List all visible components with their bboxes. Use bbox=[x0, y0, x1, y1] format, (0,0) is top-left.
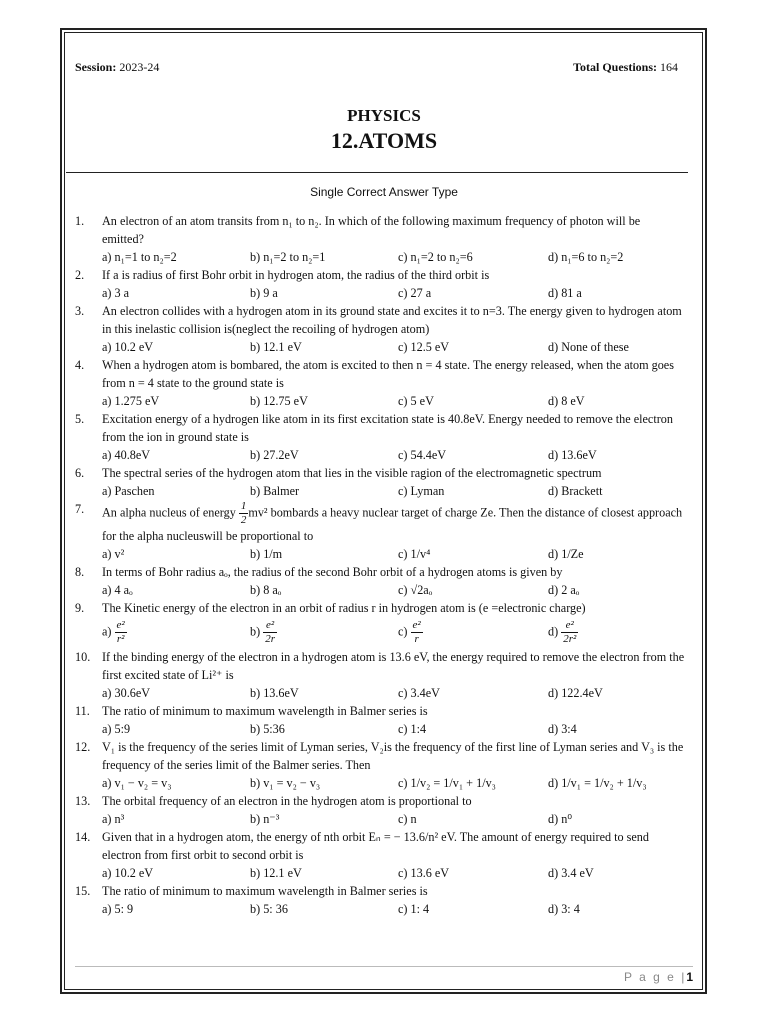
option-c: c) n₁=2 to n₂=6 bbox=[398, 250, 473, 264]
question-item bbox=[75, 882, 685, 918]
option-fraction bbox=[561, 619, 578, 646]
option-b: b) n₁=2 to n₂=1 bbox=[250, 250, 326, 264]
question-item bbox=[75, 356, 685, 410]
option-c: c) √2aₒ bbox=[398, 583, 433, 597]
question-number: 13. bbox=[75, 794, 91, 808]
option-a bbox=[102, 619, 250, 646]
fraction-numerator: e² bbox=[263, 619, 277, 633]
option-prefix: b) bbox=[250, 624, 264, 639]
question-item bbox=[75, 792, 685, 828]
header-divider bbox=[66, 172, 688, 173]
question-text: If a is radius of first Bohr orbit in hydrogen atom, the radius of the third orbit is bbox=[102, 268, 490, 282]
question-number: 5. bbox=[75, 412, 85, 426]
option-a: a) n₁=1 to n₂=2 bbox=[102, 250, 177, 264]
total-questions-label: Total Questions: bbox=[573, 60, 657, 74]
option-c: c) 1/v⁴ bbox=[398, 547, 431, 561]
option-b: b) 5: 36 bbox=[250, 902, 288, 916]
option-b: b) v₁ = v₂ − v₃ bbox=[250, 776, 321, 790]
options-row bbox=[102, 810, 685, 828]
question-number: 12. bbox=[75, 740, 91, 754]
option-a: a) n³ bbox=[102, 812, 125, 826]
question-number: 7. bbox=[75, 502, 85, 516]
option-c: c) n bbox=[398, 812, 417, 826]
option-c: c) 3.4eV bbox=[398, 686, 440, 700]
option-b: b) 1/m bbox=[250, 547, 283, 561]
option-b: b) 8 aₒ bbox=[250, 583, 282, 597]
question-number: 10. bbox=[75, 650, 91, 664]
option-prefix: c) bbox=[398, 624, 411, 639]
option-prefix: a) bbox=[102, 624, 115, 639]
question-number: 6. bbox=[75, 466, 85, 480]
fraction-numerator: e² bbox=[561, 619, 578, 633]
question-item bbox=[75, 464, 685, 500]
energy-fraction bbox=[239, 500, 249, 527]
question-number: 2. bbox=[75, 268, 85, 282]
option-d: d) n⁰ bbox=[548, 812, 573, 826]
options-row bbox=[102, 864, 685, 882]
option-d: d) None of these bbox=[548, 340, 629, 354]
option-d: d) 1/Ze bbox=[548, 547, 584, 561]
option-a: a) v² bbox=[102, 547, 125, 561]
question-number: 3. bbox=[75, 304, 85, 318]
option-c: c) 1/v₂ = 1/v₁ + 1/v₃ bbox=[398, 776, 496, 790]
option-c: c) 13.6 eV bbox=[398, 866, 450, 880]
question-text: The orbital frequency of an electron in the hydrogen atom is proportional to bbox=[102, 794, 472, 808]
option-d: d) 122.4eV bbox=[548, 686, 603, 700]
footer-divider bbox=[75, 966, 693, 967]
question-number: 15. bbox=[75, 884, 91, 898]
question-number: 1. bbox=[75, 214, 85, 228]
options-row bbox=[102, 581, 685, 599]
options-row bbox=[102, 284, 685, 302]
fraction-denominator: 2r² bbox=[563, 633, 577, 645]
option-d: d) 3.4 eV bbox=[548, 866, 594, 880]
question-item bbox=[75, 702, 685, 738]
option-a: a) 3 a bbox=[102, 286, 130, 300]
option-d: d) 2 aₒ bbox=[548, 583, 580, 597]
option-a: a) 1.275 eV bbox=[102, 394, 160, 408]
session-value: 2023-24 bbox=[116, 60, 160, 74]
session-label: Session: bbox=[75, 60, 117, 74]
option-d: d) 3: 4 bbox=[548, 902, 580, 916]
page-label: P a g e | bbox=[624, 970, 687, 984]
question-text: The Kinetic energy of the electron in an orbit of radius r in hydrogen atom is (e =electronic charge) bbox=[102, 601, 586, 615]
question-text: An electron collides with a hydrogen atom in its ground state and excites it to n=3. The energy given to hydrogen atom in this inelastic collision is(neglect the recoiling of hydrogen atom) bbox=[102, 304, 682, 336]
options-row bbox=[102, 338, 685, 356]
question-text-post: mv² bombards a heavy nuclear target of charge Ze. Then the distance of closest approach for the alpha nucleuswill be proportional to bbox=[102, 505, 683, 543]
question-text: Excitation energy of a hydrogen like atom in its first excitation state is 40.8eV. Energy needed to remove the electron from the ion in ground state is bbox=[102, 412, 673, 444]
question-item bbox=[75, 500, 685, 563]
option-a: a) 4 aₒ bbox=[102, 583, 133, 597]
option-a: a) 5: 9 bbox=[102, 902, 134, 916]
question-text: The ratio of minimum to maximum wavelength in Balmer series is bbox=[102, 884, 428, 898]
question-item bbox=[75, 302, 685, 356]
option-d: d) 3:4 bbox=[548, 722, 577, 736]
session-info bbox=[75, 60, 159, 75]
question-number: 4. bbox=[75, 358, 85, 372]
fraction-denominator: 2r bbox=[265, 633, 275, 645]
option-b: b) 9 a bbox=[250, 286, 278, 300]
fraction-numerator: e² bbox=[116, 619, 125, 631]
option-b: b) 13.6eV bbox=[250, 686, 299, 700]
question-item bbox=[75, 266, 685, 302]
question-number: 11. bbox=[75, 704, 90, 718]
page-number: 1 bbox=[686, 970, 693, 984]
question-item bbox=[75, 738, 685, 792]
fraction-numerator: 1 bbox=[240, 500, 247, 512]
option-b: b) 12.1 eV bbox=[250, 866, 302, 880]
option-c: c) Lyman bbox=[398, 484, 445, 498]
question-text bbox=[102, 500, 685, 545]
question-item bbox=[75, 648, 685, 702]
option-c: c) 54.4eV bbox=[398, 448, 447, 462]
options-row bbox=[102, 684, 685, 702]
option-fraction bbox=[411, 619, 423, 646]
total-questions-info bbox=[573, 60, 678, 75]
question-number: 9. bbox=[75, 601, 85, 615]
option-c bbox=[398, 619, 548, 646]
option-b: b) 5:36 bbox=[250, 722, 285, 736]
option-d: d) n₁=6 to n₂=2 bbox=[548, 250, 624, 264]
options-row bbox=[102, 720, 685, 738]
option-a: a) 40.8eV bbox=[102, 448, 151, 462]
option-fraction bbox=[263, 619, 277, 646]
fraction-denominator: r² bbox=[116, 633, 125, 645]
question-text: V₁ is the frequency of the series limit of Lyman series, V₂is the frequency of the first line of Lyman series and V₃ is the frequency of the series limit of the Balmer series. Then bbox=[102, 740, 684, 772]
section-title: Single Correct Answer Type bbox=[310, 185, 458, 199]
option-b: b) 12.75 eV bbox=[250, 394, 308, 408]
question-item bbox=[75, 599, 685, 648]
option-a: a) 10.2 eV bbox=[102, 340, 154, 354]
question-text: In terms of Bohr radius aₒ, the radius of the second Bohr orbit of a hydrogen atoms is given by bbox=[102, 565, 563, 579]
option-a: a) Paschen bbox=[102, 484, 155, 498]
question-text: If the binding energy of the electron in a hydrogen atom is 13.6 eV, the energy required to remove the electron from the first excited state of Li²⁺ is bbox=[102, 650, 685, 682]
option-prefix: d) bbox=[548, 624, 562, 639]
question-text: The ratio of minimum to maximum wavelength in Balmer series is bbox=[102, 704, 428, 718]
fraction-denominator: 2 bbox=[240, 514, 247, 526]
option-b: b) Balmer bbox=[250, 484, 300, 498]
question-item bbox=[75, 212, 685, 266]
question-text: An electron of an atom transits from n₁ to n₂. In which of the following maximum frequency of photon will be emitted? bbox=[102, 214, 641, 246]
question-text: Given that in a hydrogen atom, the energy of nth orbit Eₙ = − 13.6/n² eV. The amount of energy required to send electron from first orbit to second orbit is bbox=[102, 830, 649, 862]
option-d: d) 13.6eV bbox=[548, 448, 597, 462]
options-row bbox=[102, 482, 685, 500]
options-row bbox=[102, 392, 685, 410]
question-item bbox=[75, 410, 685, 464]
chapter-title: 12.ATOMS bbox=[330, 128, 438, 153]
options-row bbox=[102, 545, 685, 563]
question-text-pre: An alpha nucleus of energy bbox=[102, 505, 239, 520]
subject-title: PHYSICS bbox=[347, 106, 421, 125]
option-c: c) 5 eV bbox=[398, 394, 434, 408]
option-b: b) 12.1 eV bbox=[250, 340, 302, 354]
options-row bbox=[102, 617, 685, 648]
question-text: When a hydrogen atom is bombared, the atom is excited to then n = 4 state. The energy released, when the atom goes from n = 4 state to the ground state is bbox=[102, 358, 674, 390]
options-row bbox=[102, 774, 685, 792]
question-list bbox=[75, 212, 685, 918]
option-a: a) 10.2 eV bbox=[102, 866, 154, 880]
page-footer bbox=[624, 970, 693, 984]
question-item bbox=[75, 563, 685, 599]
options-row bbox=[102, 900, 685, 918]
option-c: c) 1:4 bbox=[398, 722, 427, 736]
question-item bbox=[75, 828, 685, 882]
option-d: d) Brackett bbox=[548, 484, 603, 498]
option-a: a) 30.6eV bbox=[102, 686, 151, 700]
options-row bbox=[102, 446, 685, 464]
question-number: 8. bbox=[75, 565, 85, 579]
fraction-numerator: e² bbox=[412, 619, 421, 631]
option-fraction bbox=[115, 619, 127, 646]
option-d: d) 81 a bbox=[548, 286, 582, 300]
option-c: c) 1: 4 bbox=[398, 902, 430, 916]
option-d: d) 8 eV bbox=[548, 394, 585, 408]
option-a: a) v₁ − v₂ = v₃ bbox=[102, 776, 172, 790]
option-c: c) 27 a bbox=[398, 286, 432, 300]
fraction-denominator: r bbox=[414, 633, 419, 645]
option-b bbox=[250, 619, 398, 646]
total-questions-value: 164 bbox=[657, 60, 678, 74]
option-a: a) 5:9 bbox=[102, 722, 131, 736]
question-number: 14. bbox=[75, 830, 91, 844]
options-row bbox=[102, 248, 685, 266]
option-b: b) 27.2eV bbox=[250, 448, 299, 462]
option-d bbox=[548, 619, 698, 646]
option-d: d) 1/v₁ = 1/v₂ + 1/v₃ bbox=[548, 776, 647, 790]
option-c: c) 12.5 eV bbox=[398, 340, 450, 354]
option-b: b) n⁻³ bbox=[250, 812, 280, 826]
question-text: The spectral series of the hydrogen atom that lies in the visible ragion of the electromagnetic spectrum bbox=[102, 466, 602, 480]
